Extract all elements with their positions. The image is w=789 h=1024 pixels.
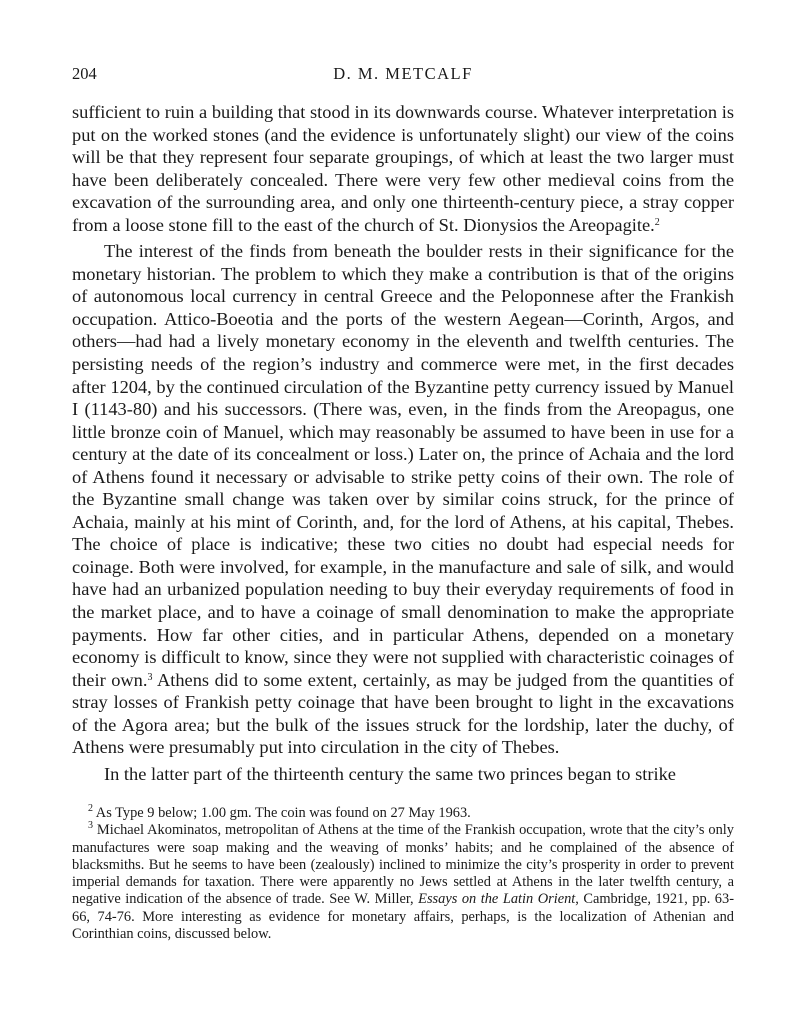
footnote-ref-2[interactable]: 2 [654,216,660,228]
footnote-3-mark: 3 [88,820,93,832]
paragraph-2 [72,240,734,759]
paragraph-2-text-b: Athens did to some extent, certainly, as may be judged from the quantities of stray losses of Frankish petty coinage that have been brought to light in the excavations of the Agora area; but the bulk of the issues struck for the lordship, later the duchy, of Athens were presumably put into circulation in the city of Thebes. [72,669,734,758]
paragraph-1 [72,101,734,236]
paragraph-1-text: sufficient to ruin a building that stood in its downwards course. Whatever interpretation is put on the worked stones (and the evidence is unfortunately slight) our view of the coins will be that they represent four separate groupings, of which at least the two larger must have been deliberately concealed. There were very few other medieval coins from the excavation of the surrounding area, and only one thirteenth-century piece, a stray copper from a loose stone fill to the east of the church of St. Dionysios the Areopagite. [72,102,734,235]
footnotes [72,805,734,943]
footnote-ref-3[interactable]: 3 [147,671,153,683]
paragraph-3-text: In the latter part of the thirteenth century the same two princes began to strike [104,763,676,784]
footnote-2 [72,805,734,822]
footnote-2-mark: 2 [88,803,93,814]
running-head [72,64,734,88]
paragraph-3 [72,763,734,786]
footnote-3-text-a: Michael Akominatos, metropolitan of Athens at the time of the Frankish occupation, wrote that the city’s only manufactures were soap making and the weaving of monks’ habits; and he complained of the absence of blacksmiths. But he seems to have been (zealously) inclined to minimize the city’s prosperity in order to prevent imperial demands for taxation. There were apparently no Jews settled at Athens in the later twelfth century, a negative indication of the absence of trade. See W. Miller, [72,822,734,908]
page-number: 204 [72,64,97,83]
footnote-3-book-title: Essays on the Latin Orient [418,891,576,908]
paragraph-2-text-a: The interest of the finds from beneath the boulder rests in their significance for the monetary historian. The problem to which they make a contribution is that of the origins of autonomous local currency in central Greece and the Peloponnese after the Frankish occupation. Attico-Boeotia and the ports of the western Aegean—Corinth, Argos, and others—had had a lively monetary economy in the eleventh and twelfth centuries. The persisting needs of the region’s industry and commerce were met, in the first decades after 1204, by the continued circulation of the Byzantine petty currency issued by Manuel I (1143-80) and his successors. (There was, even, in the finds from the Areopagus, one little bronze coin of Manuel, which may reasonably be assumed to have been in use for a century at the date of its concealment or loss.) Later on, the prince of Achaia and the lord of Athens found it necessary or advisable to strike petty coins of their own. The role of the Byzantine small change was taken over by similar coins struck, for the prince of Achaia, mainly at his mint of Corinth, and, for the lord of Athens, at his capital, Thebes. The choice of place is indicative; these two cities no doubt had especial needs for coinage. Both were involved, for example, in the manufacture and sale of silk, and would have had an urbanized population needing to buy their everyday requirements of food in the market place, and to have a coinage of small denomination to make the appropriate payments. How far other cities, and in particular Athens, depended on a monetary economy is difficult to know, since they were not supplied with characteristic coinages of their own. [72,241,734,690]
body-text [72,101,734,785]
footnote-3-text-b: , Cambridge, 1921, pp. 63-66, 74-76. More interesting as evidence for monetary affairs, perhaps, is the localization of Athenian and Corinthian coins, discussed below. [72,891,734,943]
running-title: D. M. METCALF [333,64,473,83]
footnote-2-text: As Type 9 below; 1.00 gm. The coin was found on 27 May 1963. [93,805,471,821]
footnote-3 [72,822,734,943]
